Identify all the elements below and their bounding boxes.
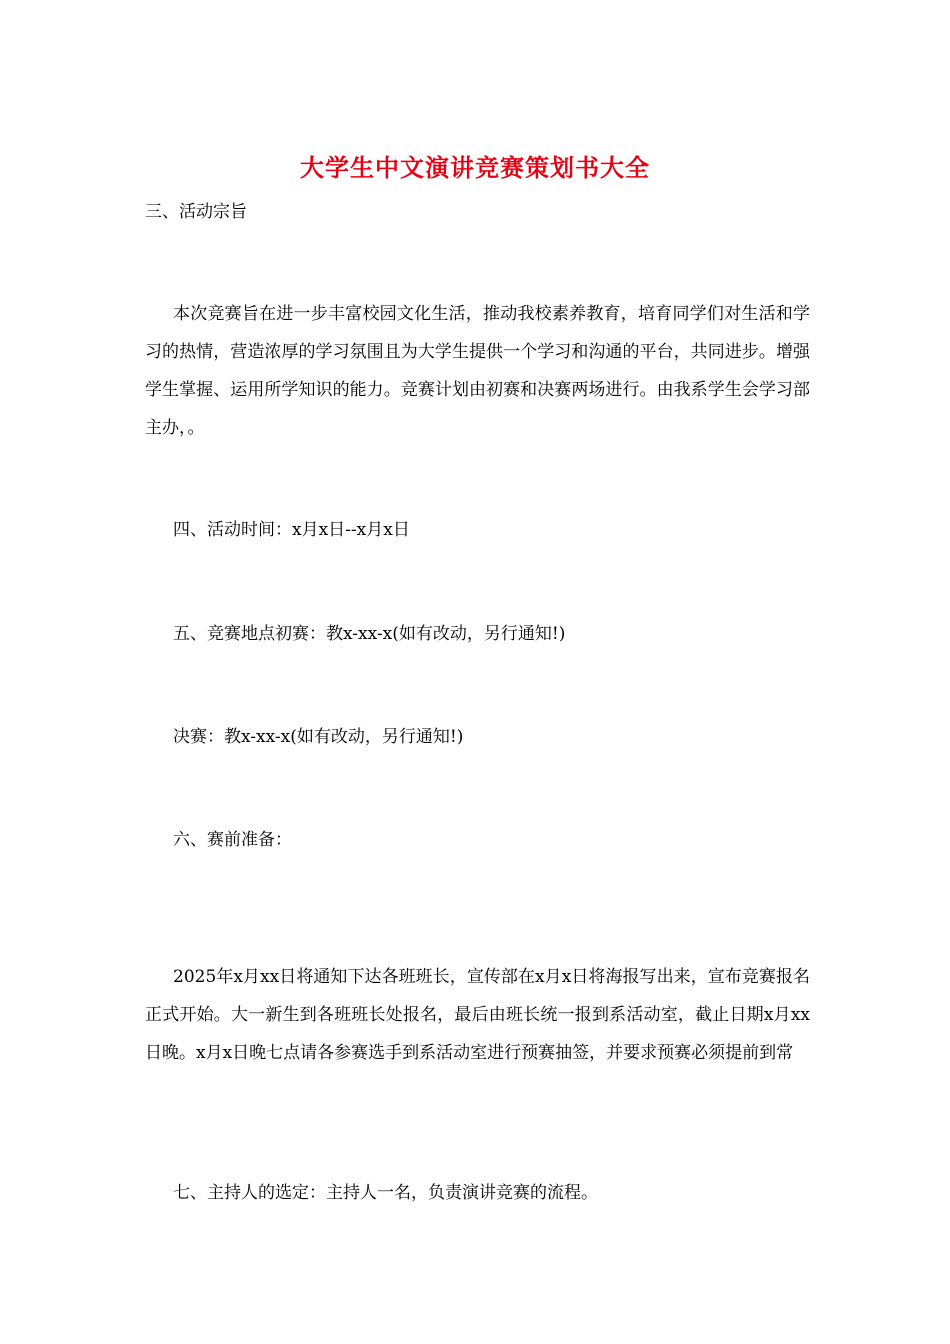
final-venue: 决赛：教x-xx-x(如有改动，另行通知!) [173,727,464,747]
section-3-body: 本次竞赛旨在进一步丰富校园文化生活，推动我校素养教育，培育同学们对生活和学习的热情，营造浓厚的学习氛围且为大学生提供一个学习和沟通的平台，共同进步。增强学生掌握、运用所学知识的能力。竞赛计划由初赛和决赛两场进行。由我系学生会学习部主办，。 [145,304,810,438]
document-title: 大学生中文演讲竞赛策划书大全 [300,153,650,182]
section-6-body: 2025年x月xx日将通知下达各班班长，宣传部在x月x日将海报写出来，宣布竞赛报名正式开始。大一新生到各班班长处报名，最后由班长统一报到系活动室，截止日期x月xx日晚。x月x日晚七点请各参赛选手到系活动室进行预赛抽签，并要求预赛必须提前到常 [145,967,810,1063]
section-6-heading: 六、赛前准备： [173,830,292,850]
section-3-heading: 三、活动宗旨 [145,202,247,222]
section-4-activity-time: 四、活动时间：x月x日--x月x日 [173,520,410,540]
section-5-venue: 五、竞赛地点初赛：教x-xx-x(如有改动，另行通知!) [173,624,566,644]
section-7-host: 七、主持人的选定：主持人一名，负责演讲竞赛的流程。 [173,1183,598,1203]
